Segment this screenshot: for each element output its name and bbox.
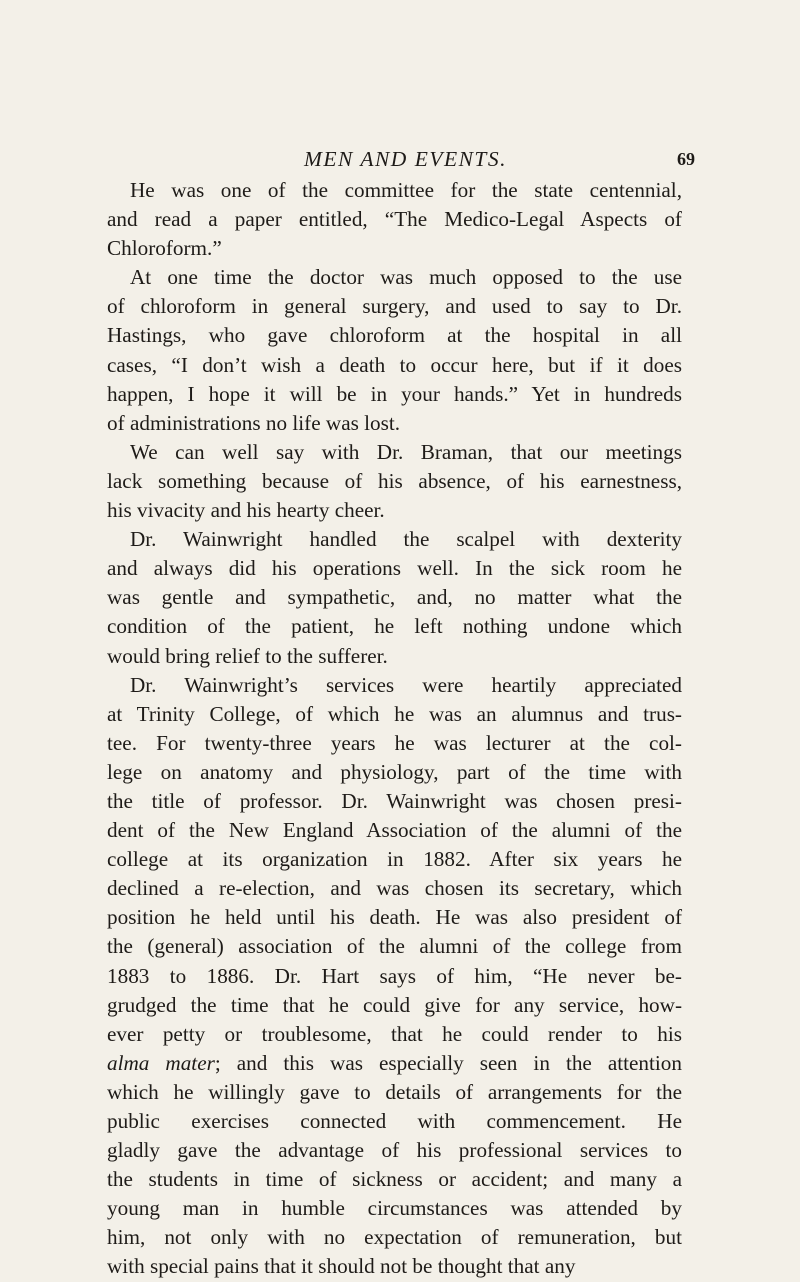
body-text xyxy=(107,176,682,1282)
text-line: him, not only with no expectation of remuneration, but xyxy=(107,1225,682,1250)
text-line: of administrations no life was lost. xyxy=(107,410,401,435)
text-line: the (general) association of the alumni of the college from xyxy=(107,934,682,959)
text-line: position he held until his death. He was also president of xyxy=(107,905,682,930)
text-line: alma mater; and this was especially seen in the attention xyxy=(107,1050,682,1075)
text-line: We can well say with Dr. Braman, that our meetings xyxy=(130,439,682,464)
text-line: gladly gave the advantage of his professional services to xyxy=(107,1138,682,1163)
text-line: lack something because of his absence, of his earnestness, xyxy=(107,468,682,493)
text-line: Dr. Wainwright handled the scalpel with dexterity xyxy=(130,527,682,552)
text-line: condition of the patient, he left nothing undone which xyxy=(107,614,682,639)
text-line: public exercises connected with commencement. He xyxy=(107,1109,682,1133)
text-line: of chloroform in general surgery, and used to say to Dr. xyxy=(107,294,682,319)
text-line: with special pains that it should not be thought that any xyxy=(107,1254,576,1279)
running-title: MEN AND EVENTS. xyxy=(303,147,508,171)
text-line: college at its organization in 1882. After six years he xyxy=(107,847,682,872)
text-line: his vivacity and his hearty cheer. xyxy=(107,498,385,523)
text-line: grudged the time that he could give for any service, how- xyxy=(107,992,682,1017)
text-line: the students in time of sickness or accident; and many a xyxy=(107,1167,682,1192)
text-line: Hastings, who gave chloroform at the hospital in all xyxy=(107,323,682,348)
text-line: dent of the New England Association of the alumni of the xyxy=(107,818,682,843)
text-line: declined a re-election, and was chosen its secretary, which xyxy=(107,876,682,901)
text-line: tee. For twenty-three years he was lecturer at the col- xyxy=(107,730,682,755)
text-line: Chloroform.” xyxy=(107,236,222,261)
text-line: At one time the doctor was much opposed to the use xyxy=(130,265,682,290)
paragraph xyxy=(107,263,682,438)
text-line: Dr. Wainwright’s services were heartily appreciated xyxy=(130,672,682,697)
page-number: 69 xyxy=(677,149,695,169)
text-line: cases, “I don’t wish a death to occur here, but if it does xyxy=(107,352,682,377)
text-line: He was one of the committee for the state centennial, xyxy=(130,178,682,202)
text-line: 1883 to 1886. Dr. Hart says of him, “He never be- xyxy=(107,963,682,988)
text-line: and always did his operations well. In the sick room he xyxy=(107,556,682,581)
text-line: was gentle and sympathetic, and, no matter what the xyxy=(107,585,682,610)
text-line: lege on anatomy and physiology, part of the time with xyxy=(107,759,682,784)
text-line: which he willingly gave to details of arrangements for the xyxy=(107,1079,682,1104)
text-line: young man in humble circumstances was attended by xyxy=(107,1196,682,1221)
paragraph xyxy=(107,671,682,1282)
paragraph xyxy=(107,438,682,525)
text-line: happen, I hope it will be in your hands.” Yet in hundreds xyxy=(107,381,682,406)
text-line: ever petty or troublesome, that he could render to his xyxy=(107,1021,682,1046)
text-line: would bring relief to the sufferer. xyxy=(107,643,388,668)
text-line: and read a paper entitled, “The Medico-Legal Aspects of xyxy=(107,207,682,232)
paragraph xyxy=(107,525,682,670)
paragraph xyxy=(107,176,682,263)
page-header xyxy=(116,146,695,172)
text-line: at Trinity College, of which he was an alumnus and trus- xyxy=(107,701,682,726)
text-line: the title of professor. Dr. Wainwright was chosen presi- xyxy=(107,788,682,813)
